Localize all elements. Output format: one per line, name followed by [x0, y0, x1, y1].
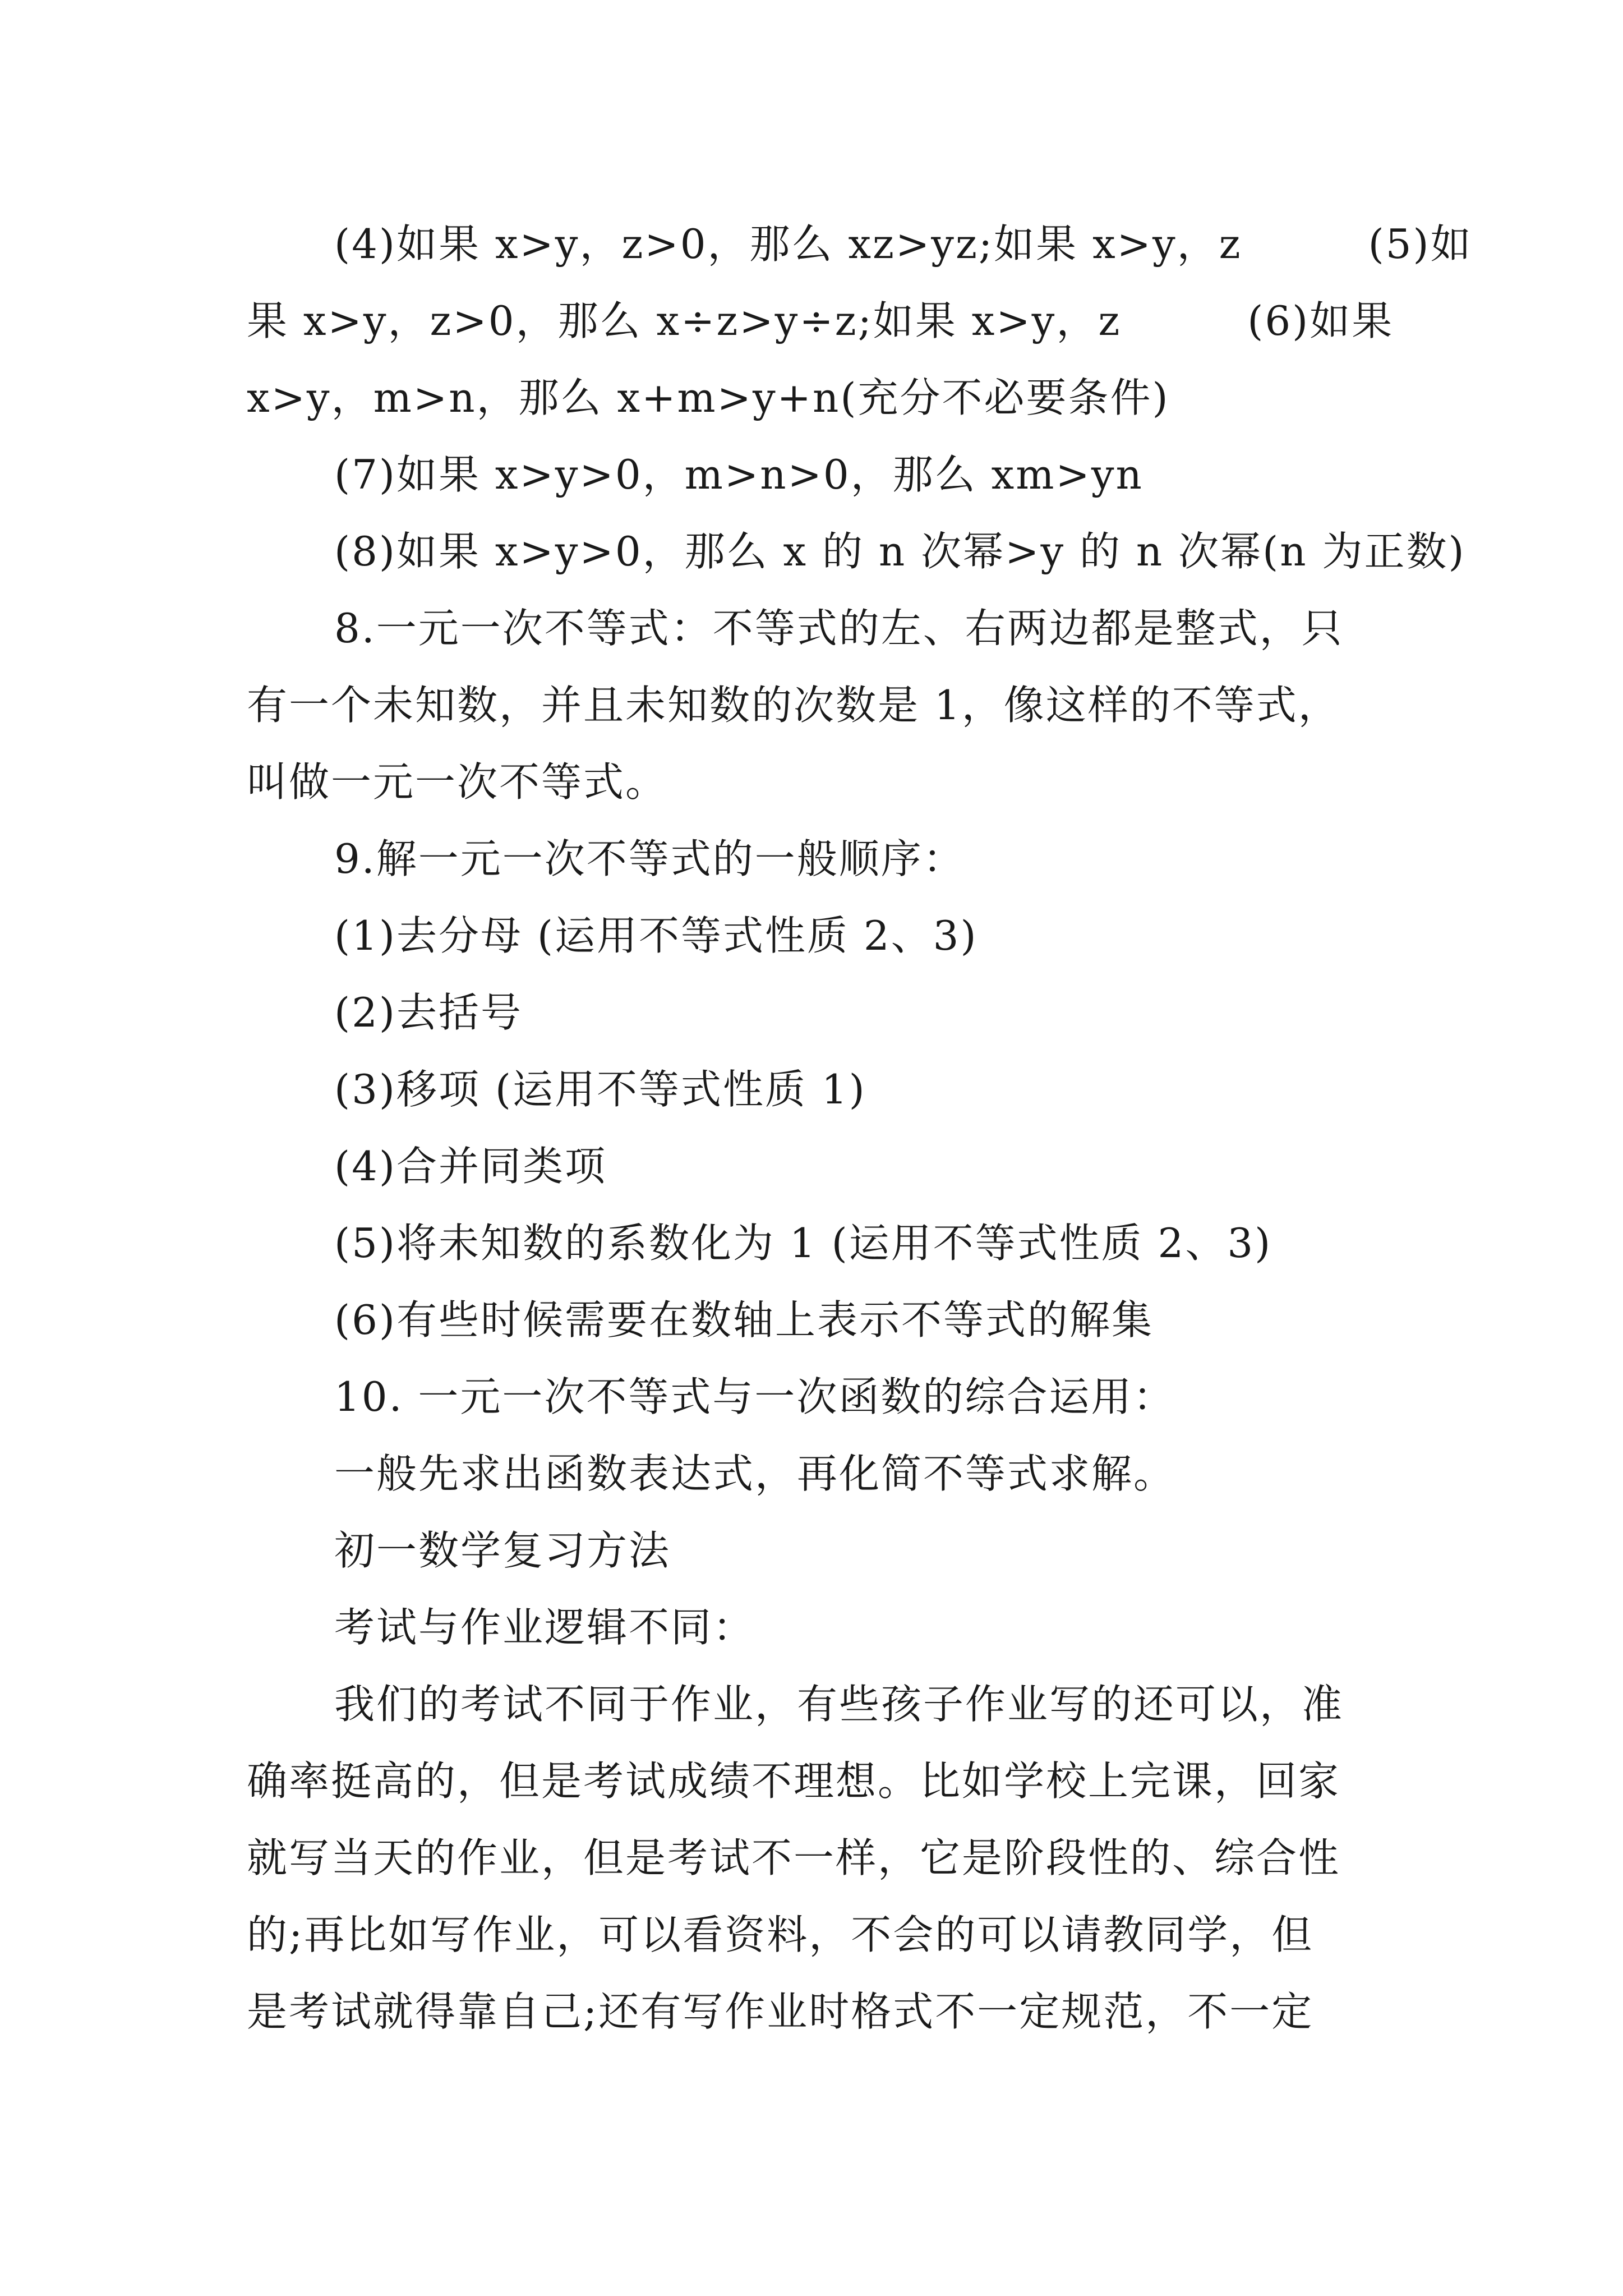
- text-line: 果 x>y，z>0，那么 x÷z>y÷z;如果 x>y，z (6)如果: [247, 297, 1394, 344]
- text-line: 有一个未知数，并且未知数的次数是 1，像这样的不等式，: [247, 682, 1340, 729]
- text-line: (8)如果 x>y>0，那么 x 的 n 次幂>y 的 n 次幂(n 为正数): [334, 528, 1466, 575]
- text-line: 我们的考试不同于作业，有些孩子作业写的还可以，准: [334, 1681, 1344, 1728]
- text-line: 一般先求出函数表达式，再化简不等式求解。: [334, 1450, 1176, 1497]
- text-line: 的;再比如写作业，可以看资料，不会的可以请教同学，但: [247, 1911, 1314, 1958]
- text-line: 确率挺高的，但是考试成绩不理想。比如学校上完课，回家: [247, 1757, 1341, 1805]
- text-line: 考试与作业逻辑不同：: [334, 1604, 755, 1651]
- text-line: (2)去括号: [334, 989, 523, 1036]
- text-line: 10. 一元一次不等式与一次函数的综合运用：: [334, 1373, 1175, 1420]
- text-line: (3)移项 (运用不等式性质 1): [334, 1066, 866, 1113]
- text-line: (6)有些时候需要在数轴上表示不等式的解集: [334, 1296, 1154, 1343]
- text-line: (7)如果 x>y>0，m>n>0，那么 xm>yn: [334, 451, 1144, 498]
- text-line: 9.解一元一次不等式的一般顺序：: [334, 835, 965, 882]
- text-line: (4)合并同类项: [334, 1143, 607, 1190]
- text-line: 是考试就得靠自己;还有写作业时格式不一定规范，不一定: [247, 1988, 1314, 2035]
- text-line: 就写当天的作业，但是考试不一样，它是阶段性的、综合性: [247, 1834, 1341, 1881]
- text-line: (5)将未知数的系数化为 1 (运用不等式性质 2、3): [334, 1220, 1272, 1267]
- text-line: (4)如果 x>y，z>0，那么 xz>yz;如果 x>y，z (5)如: [334, 220, 1473, 268]
- text-line: (1)去分母 (运用不等式性质 2、3): [334, 912, 978, 959]
- text-line: x>y，m>n，那么 x+m>y+n(充分不必要条件): [247, 374, 1170, 421]
- text-line: 8.一元一次不等式：不等式的左、右两边都是整式，只: [334, 605, 1344, 652]
- text-line: 叫做一元一次不等式。: [247, 758, 668, 806]
- text-line: 初一数学复习方法: [334, 1527, 671, 1574]
